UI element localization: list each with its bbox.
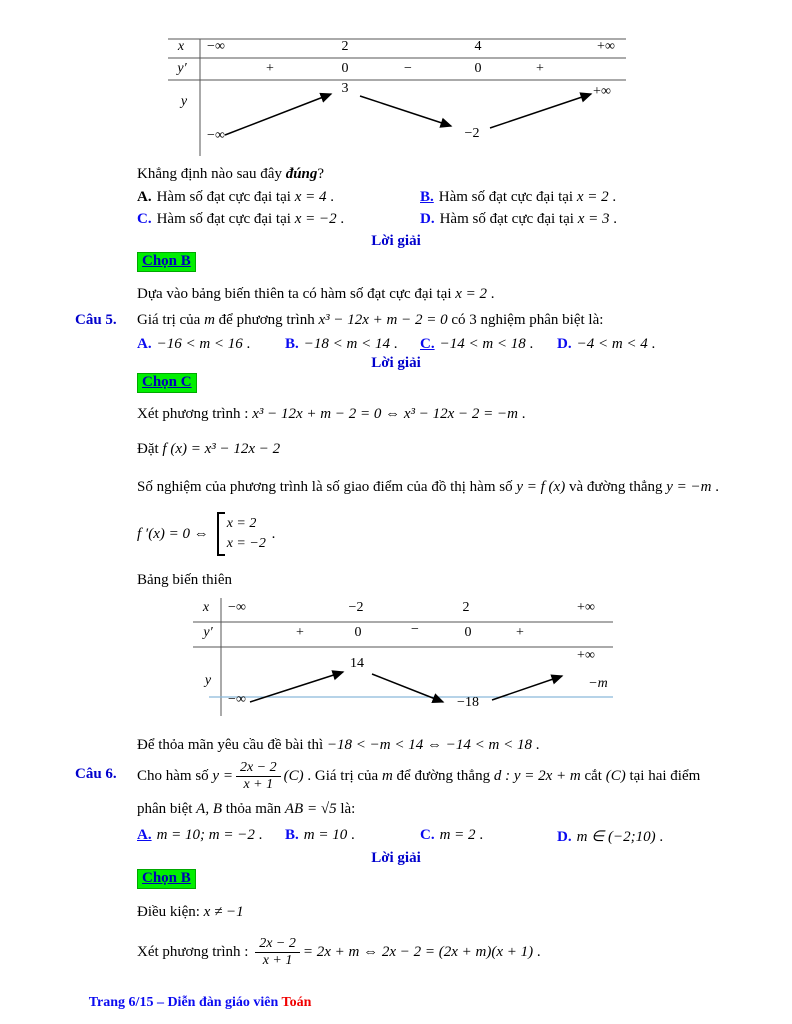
- q5-option-d: [557, 336, 655, 353]
- t1-y-min: −2: [464, 126, 480, 141]
- t1-yprime-sign: 0: [474, 61, 482, 76]
- q4-option-d-text: Hàm số đạt cực đại tại x = 3 .: [439, 211, 617, 227]
- variation-table-2: [193, 596, 617, 722]
- q5-bbt-label: Bảng biến thiên: [137, 572, 232, 588]
- q4-solution-heading: Lời giải: [371, 233, 421, 249]
- q5-option-d-text: −4 < m < 4 .: [576, 336, 656, 352]
- q6-work-line-1: Điều kiện: x ≠ −1: [137, 904, 244, 920]
- q6-option-b-letter: B.: [285, 827, 299, 843]
- q6-option-a-letter: A.: [137, 827, 152, 843]
- q4-answer-badge: Chọn B: [137, 252, 196, 272]
- t1-yprime-sign: −: [404, 61, 412, 76]
- t2-yprime-sign: +: [516, 625, 524, 640]
- q4-option-b: [420, 189, 616, 206]
- q4-option-b-text: Hàm số đạt cực đại tại x = 2 .: [438, 189, 617, 205]
- t2-y-label: y: [204, 673, 212, 688]
- t2-yprime-label: y′: [203, 625, 213, 640]
- q6-option-b: [285, 827, 355, 844]
- t1-x-value: −∞: [207, 39, 225, 54]
- q4-option-c-letter: C.: [137, 211, 152, 227]
- q5-work-line-3: Số nghiệm của phương trình là số giao điểm của đồ thị hàm số y = f (x) và đường thẳng y = −m .: [137, 479, 719, 495]
- q5-cases-lead: f ′(x) = 0 ⇔: [137, 525, 209, 542]
- t1-y-max: 3: [341, 81, 349, 96]
- variation-table-1-grid-arrows: [168, 36, 630, 160]
- q5-derivative-cases: [137, 512, 275, 556]
- q4-stem: Khẳng định nào sau đây đúng?: [137, 166, 325, 182]
- q6-option-a: [137, 827, 262, 844]
- q5-work-line-2: Đặt f (x) = x³ − 12x − 2: [137, 441, 281, 457]
- t2-x-value: −∞: [228, 600, 246, 615]
- q6-stem-line-1: Cho hàm số y = $\frac{2x - 2}{x + 1}$ (C) . Giá trị của m để đường thẳng d : y = 2x + m cắt (C) tại hai điểm: [137, 760, 701, 793]
- q6-label: Câu 6.: [75, 766, 117, 782]
- t1-y-label: y: [180, 94, 188, 109]
- footer-accent: Toán: [281, 995, 312, 1010]
- q5-case-1: x = 2: [226, 516, 257, 532]
- q5-option-c-letter: C.: [420, 336, 435, 352]
- q4-option-c: [137, 211, 344, 228]
- q5-option-a: [137, 336, 250, 353]
- q4-option-d-letter: D.: [420, 211, 435, 227]
- t1-y-min: −∞: [207, 128, 225, 143]
- t2-x-value: 2: [462, 600, 470, 615]
- q5-option-b-text: −18 < m < 14 .: [303, 336, 398, 352]
- t2-yprime-sign: 0: [354, 625, 362, 640]
- q5-answer-badge: Chọn C: [137, 373, 197, 393]
- variation-table-1: [168, 36, 630, 160]
- q5-work-line-1: Xét phương trình : x³ − 12x + m − 2 = 0 ⇔ x³ − 12x − 2 = −m .: [137, 406, 526, 422]
- t2-yprime-sign: −: [411, 622, 419, 637]
- q6-option-c-letter: C.: [420, 827, 435, 843]
- t1-yprime-sign: +: [266, 61, 274, 76]
- cases-bracket: [217, 512, 268, 555]
- t1-yprime-sign: +: [536, 61, 544, 76]
- t2-y-max: 14: [350, 656, 364, 671]
- t1-yprime-label: y′: [177, 61, 187, 76]
- t2-y-min: −18: [457, 695, 479, 710]
- q6-answer-badge: Chọn B: [137, 869, 196, 889]
- q4-option-d: [420, 211, 617, 228]
- q4-option-a-letter: A.: [137, 189, 152, 205]
- t2-x-label: x: [202, 600, 210, 615]
- t1-x-value: 2: [341, 39, 349, 54]
- q4-explanation: Dựa vào bảng biến thiên ta có hàm số đạt cực đại tại x = 2 .: [137, 286, 495, 302]
- t2-m-line-label: −m: [588, 676, 608, 691]
- t2-y-max-right: +∞: [577, 648, 595, 663]
- t2-y-min: −∞: [228, 692, 246, 707]
- t1-x-value: 4: [474, 39, 482, 54]
- q6-option-d-text: m ∈ (−2;10) .: [576, 829, 664, 845]
- q5-option-c: [420, 336, 533, 353]
- q6-option-c: [420, 827, 483, 844]
- t2-yprime-sign: +: [296, 625, 304, 640]
- q4-option-b-letter: B.: [420, 189, 434, 205]
- t1-yprime-sign: 0: [341, 61, 349, 76]
- q4-option-a-text: Hàm số đạt cực đại tại x = 4 .: [156, 189, 334, 205]
- q5-stem: Giá trị của m để phương trình x³ − 12x + m − 2 = 0 có 3 nghiệm phân biệt là:: [137, 312, 604, 328]
- q6-work-line-2: Xét phương trình : $\frac{2x - 2}{x + 1}$ = 2x + m ⇔ 2x − 2 = (2x + m)(x + 1) .: [137, 936, 541, 969]
- q5-case-2: x = −2: [226, 536, 266, 551]
- variation-table-2-grid-arrows: [193, 596, 617, 722]
- t2-yprime-sign: 0: [464, 625, 472, 640]
- t2-x-value: −2: [348, 600, 364, 615]
- q5-option-a-text: −16 < m < 16 .: [156, 336, 251, 352]
- q6-option-b-text: m = 10 .: [303, 827, 355, 843]
- q5-cases-tail: .: [267, 525, 276, 542]
- q6-option-c-text: m = 2 .: [439, 827, 484, 843]
- q5-option-d-letter: D.: [557, 336, 572, 352]
- q5-conclusion: Để thỏa mãn yêu cầu đề bài thì −18 < −m < 14 ⇔ −14 < m < 18 .: [137, 737, 540, 753]
- q5-option-b-letter: B.: [285, 336, 299, 352]
- q4-option-a: [137, 189, 334, 206]
- q6-stem-line-2: phân biệt A, B thỏa mãn AB = √5 là:: [137, 801, 356, 817]
- footer-text: Trang 6/15 – Diễn đàn giáo viên: [88, 995, 282, 1010]
- q5-option-a-letter: A.: [137, 336, 152, 352]
- q6-option-d: [557, 827, 663, 846]
- q6-option-d-letter: D.: [557, 829, 572, 845]
- q5-option-b: [285, 336, 397, 353]
- t1-x-value: +∞: [597, 39, 615, 54]
- q5-label: Câu 5.: [75, 312, 117, 328]
- t1-y-max: +∞: [593, 84, 611, 99]
- q5-solution-heading: Lời giải: [371, 355, 421, 371]
- q6-solution-heading: Lời giải: [371, 850, 421, 866]
- t2-x-value: +∞: [577, 600, 595, 615]
- page-footer: [75, 979, 311, 1024]
- q6-option-a-text: m = 10; m = −2 .: [156, 827, 263, 843]
- q4-option-c-text: Hàm số đạt cực đại tại x = −2 .: [156, 211, 345, 227]
- t1-x-label: x: [177, 39, 185, 54]
- q5-option-c-text: −14 < m < 18 .: [439, 336, 534, 352]
